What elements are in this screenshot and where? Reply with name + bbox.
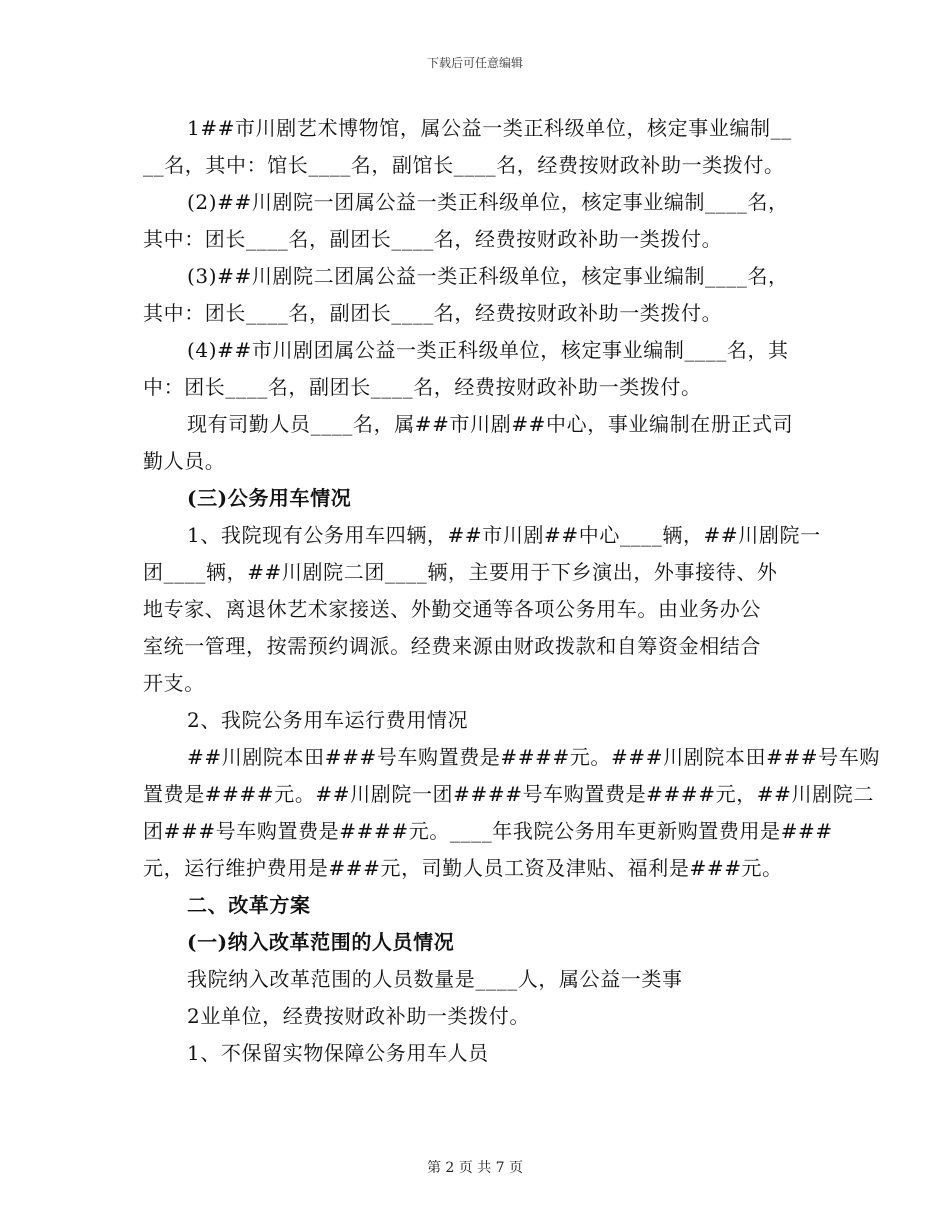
section-heading-line: (三)公务用车情况 <box>187 486 352 510</box>
text-line: 2、我院公务用车运行费用情况 <box>187 708 469 732</box>
text-line: 其中：团长____名，副团长____名，经费按财政补助一类拨付。 <box>143 227 723 251</box>
text-line: 1、不保留实物保障公务用车人员 <box>187 1041 489 1065</box>
text-line: 1##市川剧艺术博物馆，属公益一类正科级单位，核定事业编制__ <box>187 116 792 140</box>
text-line: 开支。 <box>143 671 205 695</box>
text-line: 置费是####元。##川剧院一团####号车购置费是####元，##川剧院二 <box>143 782 874 806</box>
section-heading-line: 二、改革方案 <box>187 893 311 917</box>
text-line: 1、我院现有公务用车四辆，##市川剧##中心____辆，##川剧院一 <box>187 523 821 547</box>
text-line: (3)##川剧院二团属公益一类正科级单位，核定事业编制____名， <box>187 264 789 288</box>
text-line: 中：团长____名，副团长____名，经费按财政补助一类拨付。 <box>143 375 702 399</box>
text-line: ##川剧院本田###号车购置费是####元。###川剧院本田###号车购 <box>187 745 880 769</box>
text-line: 现有司勤人员____名，属##市川剧##中心，事业编制在册正式司 <box>187 412 794 436</box>
section-heading-line: (一)纳入改革范围的人员情况 <box>187 930 455 954</box>
document-body <box>143 110 880 1072</box>
text-line: 勤人员。 <box>143 449 226 473</box>
text-line: 团###号车购置费是####元。____年我院公务用车更新购置费用是### <box>143 819 833 843</box>
text-line: 元，运行维护费用是###元，司勤人员工资及津贴、福利是###元。 <box>143 856 783 880</box>
text-line: (2)##川剧院一团属公益一类正科级单位，核定事业编制____名， <box>187 190 789 214</box>
text-line: 我院纳入改革范围的人员数量是____人，属公益一类事 <box>187 967 683 991</box>
text-line: (4)##市川剧团属公益一类正科级单位，核定事业编制____名，其 <box>187 338 789 362</box>
text-line: 其中：团长____名，副团长____名，经费按财政补助一类拨付。 <box>143 301 723 325</box>
text-line: 团____辆，##川剧院二团____辆，主要用于下乡演出，外事接待、外 <box>143 560 778 584</box>
text-line: __名，其中：馆长____名，副馆长____名，经费按财政补助一类拨付。 <box>143 153 785 177</box>
page-header: 下载后可任意编辑 <box>426 56 523 70</box>
page-footer: 第 2 页 共 7 页 <box>426 1160 524 1176</box>
text-line: 室统一管理，按需预约调派。经费来源由财政拨款和自筹资金相结合 <box>143 634 761 658</box>
text-line: 地专家、离退休艺术家接送、外勤交通等各项公务用车。由业务办公 <box>143 597 761 621</box>
text-line: 2业单位，经费按财政补助一类拨付。 <box>187 1004 530 1028</box>
